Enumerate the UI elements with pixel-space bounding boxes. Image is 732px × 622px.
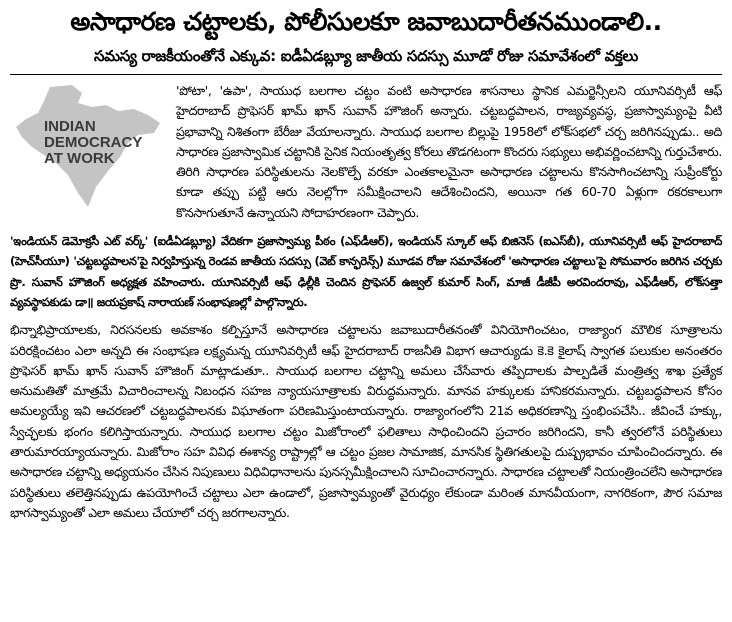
logo-text (44, 119, 142, 167)
article-headline: అసాధారణ చట్టాలకు, పోలీసులకూ జవాబుదారీతనముండాలి.. (70, 7, 662, 36)
news-article (0, 2, 732, 622)
article-paragraph: భిన్నాభిప్రాయాలకు, నిరసనలకు అవకాశం కల్పిస్తూనే అసాధారణ చట్టాలను జవాబుదారీతనంతో వినియోగించటం, రాజ్యాంగ మౌలిక సూత్రాలను పరిరక్షించటం ఎలా అన్నది ఈ సంభాషణ లక్ష్యమన్న యూనివర్సిటీ ఆఫ్ హైదరాబాద్ రాజనీతి విభాగ ఆచార్యుడు కె.కె కైలాష్ స్వాగత పలుకుల అనంతరం ప్రొఫెసర్ ఖామ్ ఖాన్ సువాన్ హౌజింగ్ మాట్లాడుతూ.. సాయుధ బలగాల చట్టాన్ని అమలు చేసేవారు తప్పిదాలకు పాల్పడితే మంత్రిత్వ శాఖ ప్రత్యేక అనుమతితో మాత్రమే విచారించాలన్న నిబంధన సహజ న్యాయసూత్రాలకు విరుద్ధమన్నారు. మానవ హక్కులకు హానికరమన్నారు. చట్టబద్ధపాలన కోసం అమల్యయ్యే ఇవి ఆచరణలో చట్టబద్ధపాలనకు విఘాతంగా పరిణమిస్తుంటాయన్నారు. రాజ్యాంగంలోని 21వ అధికరణాన్ని స్తంభింపచేసి.. జీవించే హక్కు, స్వేచ్ఛలకు భంగం కలిగిస్తాయన్నారు. సాయుధ బలగాల చట్టం మిజోరాంలో ఫలితాలు సాధించిందని ప్రచారం జరిగిందని, కానీ త్వరలోనే పరిస్థితులు తారుమారయ్యాయన్నారు. మిజోరాం సహ వివిధ ఈశాన్య రాష్ట్రాల్లో ఆ చట్టం ప్రజల సామాజిక, మానసిక స్థితిగతులపై దుష్ప్రభావం చూపించిందన్నారు. ఈ అసాధారణ చట్టాన్ని అధ్యయనం చేసిన నిపుణులు విధివిధానాలను పునస్సమీక్షించాలని సూచించారన్నారు. సాధారణ చట్టాలతో నియంత్రించలేని అసాధారణ పరిస్థితులు తలెత్తినప్పుడు ఉపయోగించే చట్టాలు ఎలా ఉండాలో, ప్రజాస్వామ్యంతో వైరుధ్యం లేకుండా మరింత మానవీయంగా, నాగరికంగా, పౌర సమాజ భాగస్వామ్యంతో ఎలా అమలు చేయాలో చర్చ జరగాలన్నారు. (10, 322, 722, 520)
article-subheadline: సమస్య రాజకీయంతోనే ఎక్కువ: ఐడీఏడబ్ల్యూ జాతీయ సదస్సు మూడో రోజు సమావేశంలో వక్తలు (94, 47, 638, 65)
logo-line: AT WORK (44, 150, 115, 167)
indian-democracy-at-work-logo (10, 83, 170, 213)
logo-line: INDIAN (44, 118, 96, 135)
divider (10, 74, 722, 75)
article-paragraph: 'పోటా', 'ఉపా', సాయుధ బలగాల చట్టం వంటి అసాధారణ శాసనాలు స్థానిక ఎమర్జెన్సీలని యూనివర్సిటీ ఆఫ్ హైదరాబాద్ ప్రొఫెసర్ ఖామ్ ఖాన్ సువాన్ హౌజింగ్ అన్నారు. చట్టబద్ధపాలన, రాజ్యవ్యవస్థ, ప్రజాస్వామ్యంపై వీటి ప్రభావాన్ని నిశితంగా బేరీజు వేయాలన్నారు. సాయుధ బలగాల బిల్లుపై 1958లో లోక్‌సభలో చర్చ జరిగినప్పుడు.. అది సాధారణ ప్రజాస్వామిక చట్టానికి సైనిక నియంతృత్వ కోరలు తొడగటంగా కొందరు సభ్యులు అభివర్ణించటాన్ని గుర్తుచేశారు. తిరిగి సాధారణ పరిస్థితులను నెలకొల్పే వరకూ ఎంతకాలమైనా అసాధారణ చట్టాలను కొనసాగించటాన్ని సుప్రీంకోర్టు కూడా తప్పు పట్టి ఆరు నెలల్లోగా సమీక్షించాలని ఆదేశించిందని, అయినా గత 60-70 ఏళ్లుగా రకరకాలుగా కొనసాగుతూనే ఉన్నాయని సోదాహరణంగా చెప్పారు. (176, 83, 722, 220)
logo-line: DEMOCRACY (44, 134, 143, 151)
article-paragraph: 'ఇండియన్ డెమోక్రసీ ఎట్ వర్క్' (ఐడీఏడబ్ల్యూ) వేదికగా ప్రజాస్వామ్య పీఠం (ఎఫ్‌డీఆర్), ఇండియన్ స్కూల్ ఆఫ్ బిజినెస్ (ఐఎస్‌బీ), యూనివర్సిటీ ఆఫ్ హైదరాబాద్ (హెచ్‌సీయూ) 'చట్టబద్ధపాలన'పై నిర్వహిస్తున్న రెండవ జాతీయ సదస్సు (వెబ్ కాన్ఫరెన్స్) మూడవ రోజు సమావేశంలో 'అసాధారణ చట్టాలు'పై సోమవారం జరిగిన చర్చకు ప్రొ. సువాన్ హౌజింగ్ అధ్యక్షత వహించారు. యూనివర్సిటీ ఆఫ్ ఢిల్లీకి చెందిన ప్రొఫెసర్ ఉజ్వల్ కుమార్ సింగ్, మాజీ డీజీపీ అరవిందరావు, ఎఫ్‌డీఆర్, లోక్‌సత్తా వ్యవస్థాపకుడు డా॥ జయప్రకాష్ నారాయణ్ సంభాషణల్లో పాల్గొన్నారు. (10, 234, 722, 309)
